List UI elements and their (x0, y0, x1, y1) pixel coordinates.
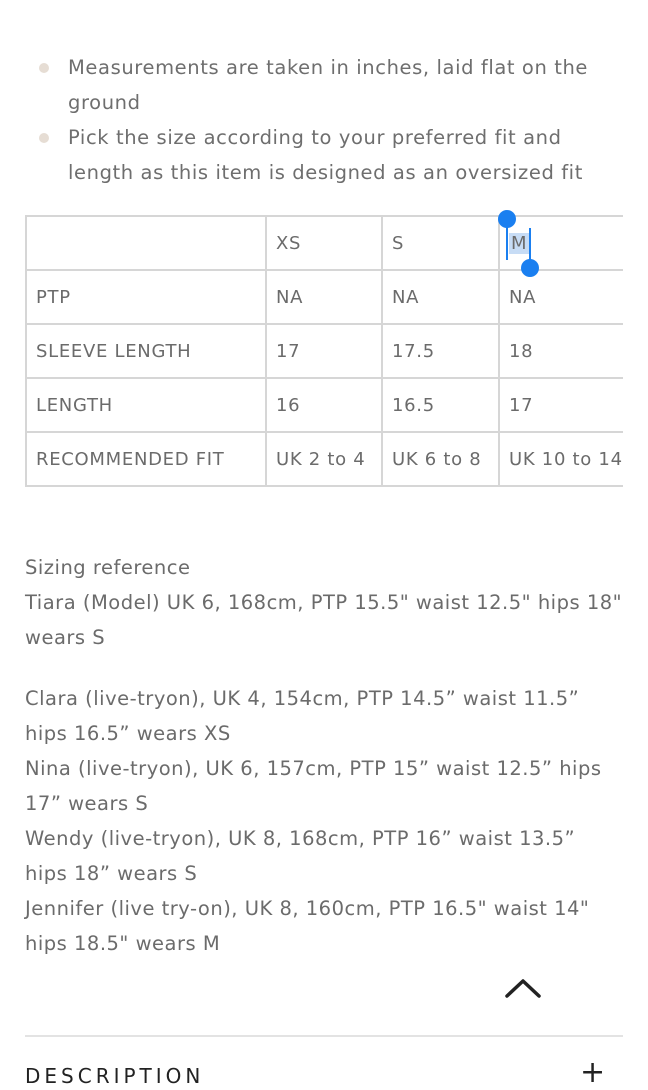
sizing-line: wears S (25, 626, 106, 649)
collapse-button[interactable] (502, 972, 544, 1002)
tryon-line: hips 16.5” wears XS (25, 722, 231, 745)
table-cell: UK 10 to 14 (499, 432, 623, 486)
table-row (26, 324, 623, 378)
tryon-line: hips 18” wears S (25, 862, 198, 885)
header-cell-s: S (382, 216, 499, 270)
tryon-line: hips 18.5" wears M (25, 932, 221, 955)
sizing-heading: Sizing reference (25, 556, 191, 579)
table-cell: 16.5 (382, 378, 499, 432)
table-cell: NA (266, 270, 382, 324)
table-cell: 17 (266, 324, 382, 378)
plus-icon[interactable]: + (580, 1055, 606, 1090)
table-row (26, 270, 623, 324)
table-cell: 18 (499, 324, 623, 378)
tryon-line: Wendy (live-tryon), UK 8, 168cm, PTP 16” waist 13.5” (25, 827, 576, 850)
table-cell: 17 (499, 378, 623, 432)
table-row (26, 432, 623, 486)
header-cell-xs: XS (266, 216, 382, 270)
description-accordion-title[interactable]: DESCRIPTION (25, 1064, 205, 1088)
tryon-line: Jennifer (live try-on), UK 8, 160cm, PTP 16.5" waist 14" (25, 897, 590, 920)
header-cell-m[interactable] (499, 216, 623, 270)
table-cell: NA (499, 270, 623, 324)
selection-start-caret (506, 224, 508, 260)
selected-text[interactable]: M (511, 232, 528, 254)
chevron-up-icon (502, 972, 544, 1002)
note-text: Pick the size according to your preferred fit and length as this item is designed as an oversized fit (68, 126, 583, 184)
row-label: LENGTH (26, 378, 266, 432)
row-label: SLEEVE LENGTH (26, 324, 266, 378)
table-cell: UK 2 to 4 (266, 432, 382, 486)
selection-end-handle[interactable] (521, 259, 539, 277)
tryon-line: 17” wears S (25, 792, 149, 815)
table-row (26, 378, 623, 432)
size-chart-table (25, 215, 623, 487)
selection-start-handle[interactable] (498, 210, 516, 228)
table-cell: UK 6 to 8 (382, 432, 499, 486)
section-divider (25, 1035, 623, 1037)
tryon-line: Clara (live-tryon), UK 4, 154cm, PTP 14.5” waist 11.5” (25, 687, 580, 710)
row-label: PTP (26, 270, 266, 324)
table-cell: NA (382, 270, 499, 324)
table-cell: 16 (266, 378, 382, 432)
tryon-line: Nina (live-tryon), UK 6, 157cm, PTP 15” waist 12.5” hips (25, 757, 602, 780)
row-label: RECOMMENDED FIT (26, 432, 266, 486)
sizing-line: Tiara (Model) UK 6, 168cm, PTP 15.5" waist 12.5" hips 18" (25, 591, 623, 614)
note-text: Measurements are taken in inches, laid flat on the ground (68, 56, 589, 114)
header-cell (26, 216, 266, 270)
table-cell: 17.5 (382, 324, 499, 378)
